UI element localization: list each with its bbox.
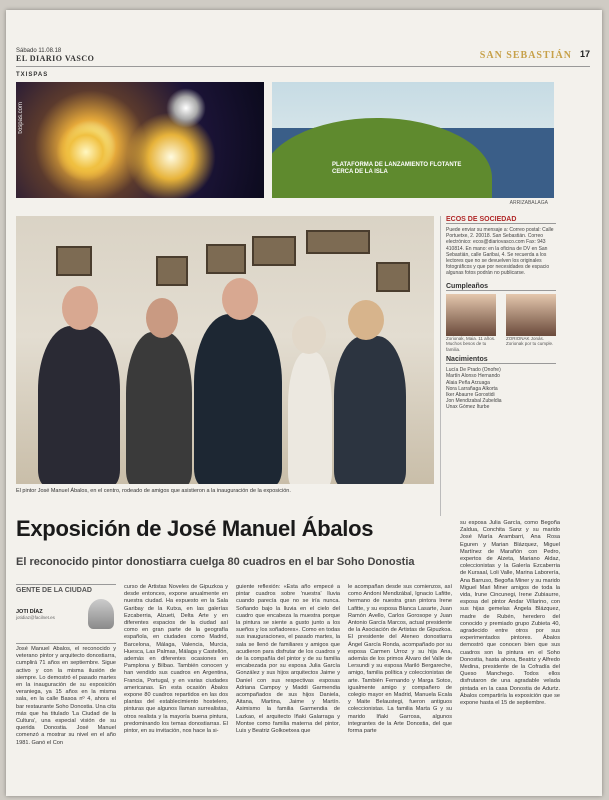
cartoon-caption: PLATAFORMA DE LANZAMIENTO FLOTANTE CERCA DE LA ISLA	[332, 162, 462, 175]
birthday-photo	[506, 294, 556, 336]
firework-burst	[126, 112, 216, 198]
sidebar-title: ECOS DE SOCIEDAD	[446, 216, 556, 224]
person-head	[62, 286, 98, 330]
fireworks-cartoon-panel	[16, 82, 264, 198]
society-sidebar	[446, 216, 556, 411]
header-divider	[16, 66, 590, 67]
cartoon-site: txispas.com	[18, 102, 24, 134]
article-column-4: le acompañan desde sus comienzos, así como Andoni Mendizábal, Ignacio Lafitte, hermano de nuestra gran pintora Irene Lafitte, y su esposa Blanca Lasarte, Juan Ramón Avello, Carlos Gorosope y Juan Antonio García Marcos, actual presidente de la Asociación de Artistas de Gipuzkoa. El presidente del Ateneo donostiarra Ángel García Ronda, acompañado por su esposa Carmen Urroz y su hija Ana, además de los primos Álvaro del Valle de Lersundi y su esposa Mariló Bergareche, amigo, familia política y coleccionistas de arte. También Fernando y Marga Sotos, igualmente amigo y compañero de colegio mayor en Madrid, Manuela Ecala y Maite Belaustegi, fueron antiguos coleccionistas. La familia Marta G y su marido Iñaki Garrosa, algunos integrantes de la Arte Donostia, del que forma parte	[348, 584, 452, 735]
person-silhouette	[126, 332, 192, 484]
painting	[306, 230, 370, 254]
birthday-photos	[446, 294, 556, 353]
article-column-3: guiente reflexión: «Esta año empecé a pintar cuadros sobre 'nuestra' lluvia cuando parecía que no se iría nunca. Soñando bajo la lluvia en el cielo del cuadro que encabeza la muestra porque la pintura se siente a gusto junto a los sueños y los soñadores». Como en todas sus inauguraciones, el pasado martes, la sala se llenó de familiares y amigos que acudieron para disfrutar de los cuadros y de la compañía del pintor y de su familia encabezada por su esposa Julia García González y sus hijos arquitectos Jaime y Daniel con sus respectivas esposas Adriana Campoy y Maddi Garmendia acompañados de sus hijos Daniela, Aitana, Martina, Jaime y Martín. Asimismo la familia Garmendia de Lazkao, el arquitecto Iñaki Galarraga y Montse como familia materna del pintor, Luis y Beatriz Golkoetxea que	[236, 584, 340, 735]
painting	[56, 246, 92, 276]
firework-burst	[166, 88, 206, 128]
person-head	[292, 316, 326, 354]
births-title: Nacimientos	[446, 356, 556, 364]
birthday-card	[506, 294, 556, 353]
article-column-2: curso de Artistas Noveles de Gipuzkoa y desde entonces, expone anualmente en nuestra ciudad. Ha expuesto en la Sala Garibay de la Kutxa, en las galerías Ezcaberria, Alzueti, Delta Arte y en diferentes espacios de la ciudad así como en gran parte de la geografía española, en ciudades como Madrid, Barcelona, Málaga, Valencia, Murcia, Huesca, Las Palmas, Málaga y Castellón, además en diferentes ocasiones en Pamplona y Bilbao. También conocen y han vendido sus cuadros en Argentina, Francia, Portugal, y en varias ciudades americanas. En esta ocasión Ábalos expone 80 cuadros repartidos en las dos plantas del establecimiento hostelero, pinturas que algunos llaman surrealistas, otros realista y la mayoría buena pintura, predominando los temas donostiarras. El pintor, en su invitación, nos hace la si-	[124, 584, 228, 735]
newspaper-page	[6, 10, 602, 796]
page-number: 17	[579, 49, 590, 59]
person-silhouette	[38, 326, 120, 484]
header-date: Sábado 11.08.18	[16, 48, 62, 54]
person-head	[146, 298, 178, 338]
births-list: Lucía De Prado (Onofre) Martín Alonso Hernando Alaia Peña Arzuaga Nora Larrañaga Alkorta Iker Abaurre Gorostidi Jon Mendizabal Zubeldia Unax Gómez Iturbe	[446, 367, 502, 411]
article-subhead: El reconocido pintor donostiarra cuelga 80 cuadros en el bar Soho Donostia	[16, 556, 415, 568]
article-column-1: José Manuel Ábalos, el reconocido y veterano pintor y arquitecto donostiarra, cumplirá 71 años en septiembre. Sigue activo y con la misma ilusión de siempre. Lo demostró el pasado martes en la inauguración de su exposición veraniega, ya 15 años en la misma sala, en la calle Basoa nº 4, ahora el bar restaurante Soho Donostia. Una cita más que ha titulado 'La Ciudad de la Cultura', una especial visión de su querida Donostia. José Manuel comenzó a mostrar su nivel en el año 1981. Ganó el Con	[16, 646, 116, 746]
page-header-left	[16, 48, 94, 62]
painting	[376, 262, 410, 292]
island-cartoon-panel	[272, 82, 554, 198]
painting	[206, 244, 246, 274]
person-silhouette	[288, 352, 332, 484]
sidebar-divider	[440, 216, 441, 516]
author-email: jotidiaz@facilnet.es	[16, 615, 55, 620]
cartoon-label: TXISPAS	[16, 72, 49, 78]
author-portrait	[88, 599, 114, 629]
newspaper-name: EL DIARIO VASCO	[16, 54, 95, 63]
sidebar-contact-text: Puede enviar su mensaje a: Correo postal: Calle Portuetxe, 2. 20018. San Sebastián. Correo electrónico: ecos@diariovasco.com Fax: 943 410814. En mano: en la oficina de DV en San Sebastián, calle Garibai, 4. Se recuerda a los lectores que no se devuelven los originales fotográficos y que por necesidades de espacio algunas fotos podrán no publicarse.	[446, 227, 554, 277]
section-name: SAN SEBASTIÁN	[479, 50, 572, 61]
firework-burst	[56, 122, 116, 182]
person-head	[222, 278, 258, 320]
person-silhouette	[334, 336, 406, 484]
cartoon-credit: ARRIZABALAGA	[509, 200, 548, 206]
birthday-caption: ZORIONAK Jonás. Zorionak por tu cumple.	[506, 335, 554, 347]
author-name: JOTI DÍAZ	[16, 609, 43, 615]
person-silhouette	[194, 314, 282, 484]
column-section-name: GENTE DE LA CIUDAD	[16, 587, 92, 594]
person-head	[348, 300, 384, 340]
birthday-caption: Zorionak, Maia. 11 años. Muchos besos de tu familia.	[446, 335, 496, 352]
painting	[252, 236, 296, 266]
author-box	[16, 584, 116, 644]
painting	[156, 256, 188, 286]
birthday-photo	[446, 294, 496, 336]
birthdays-title: Cumpleaños	[446, 283, 556, 291]
photo-caption: El pintor José Manuel Ábalos, en el centro, rodeado de amigos que asistieron a la inauguración de la exposición.	[16, 488, 291, 494]
birthday-card	[446, 294, 500, 353]
article-headline: Exposición de José Manuel Ábalos	[16, 516, 374, 541]
article-column-5: su esposa Julia García, como Begoña Zaldua, Conchita Sanz y su marido José María Arambarri, Ana Rosa Eguren y Marian Blázquez, Miguel Martínez de Marañón con Pedro, expertos de Alzeta, Mariano Aldaz, coleccionistas y la Galería Ezcaberria de Kursaal, Loli Valle, Marina Laborería, Ana Barruso, Begoña Miner y su marido Miguel Mari Miner amigos de toda la vida, Irune Cincunegi, Irene Zubiaurre, esposa del pintor Andar Villarino, con sus hijas gemelas Ángela Blázquez, madre de Rubén, heredero del conocido y premiado grupo Zubieta 40, agradecido entre otros por sus experimentados pintores. Ábalos demostró que conocen bien que sus cuadros son la pintura en el Soho Donostia, hasta ahora, Beatriz y Alfredo Medina, presidente de la Cofradía del Queso Manchego. Todos ellos disfrutaron de una agradable velada pintada en la casa Donostia de Adurtz. Ábalos compartiría la exposición que se expone hasta el 15 de septiembre.	[460, 520, 560, 707]
exhibition-photo	[16, 216, 434, 484]
